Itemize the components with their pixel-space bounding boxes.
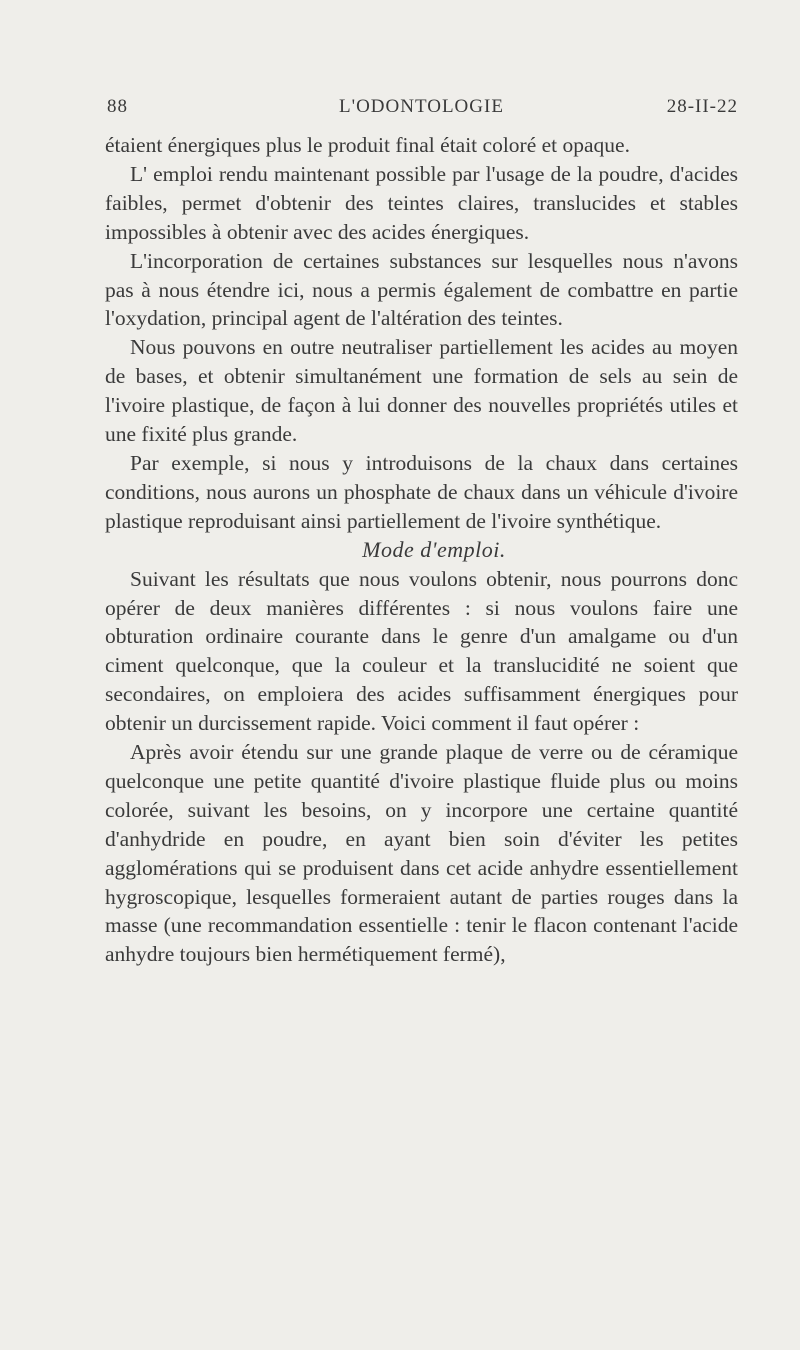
paragraph-4: Nous pouvons en outre neutraliser partiellement les acides au moyen de bases, et obtenir simultanément une formation de sels au sein de l'ivoire plastique, de façon à lui donner des nouvelles propriétés utiles et une fixité plus grande. — [105, 335, 738, 447]
running-header — [105, 96, 738, 124]
paragraph-1: étaient énergiques plus le produit final était coloré et opaque. — [105, 133, 630, 157]
paragraph-3: L'incorporation de certaines substances sur lesquelles nous n'avons pas à nous étendre ici, nous a permis également de combattre en partie l'oxydation, principal agent de l'altération des teintes. — [105, 248, 738, 331]
paragraph-7: Après avoir étendu sur une grande plaque de verre ou de céramique quelconque une petite quantité d'ivoire plastique fluide plus ou moins colorée, suivant les besoins, on y incorpore une certaine quantité d'anhydride en poudre, en ayant bien soin d'éviter les petites agglomérations qui se produisent dans cet acide anhydre essentiellement hygroscopique, lesquelles formeraient autant de parties rouges dans la masse (une recommandation essentielle : tenir le flacon contenant l'acide anhydre toujours bien hermétiquement fermé), — [105, 740, 738, 967]
paragraph-6: Suivant les résultats que nous voulons obtenir, nous pourrons donc opérer de deux manières différentes : si nous voulons faire une obturation ordinaire courante dans le genre d'un amalgame ou d'un ciment quelconque, que la couleur et la translucidité ne soient que secondaires, on emploiera des acides suffisamment énergiques pour obtenir un durcissement rapide. Voici comment il faut opérer : — [105, 566, 738, 736]
paragraph-5: Par exemple, si nous y introduisons de la chaux dans certaines conditions, nous aurons un phosphate de chaux dans un véhicule d'ivoire plastique reproduisant ainsi partiellement de l'ivoire synthétique. — [105, 450, 738, 533]
page-number: 88 — [107, 96, 128, 117]
running-title: L'ODONTOLOGIE — [339, 96, 504, 117]
paragraph-2: L' emploi rendu maintenant possible par l'usage de la poudre, d'acides faibles, permet d'obtenir des teintes claires, translucides et stables impossibles à obtenir avec des acides énergiques. — [105, 161, 738, 244]
body-text — [105, 131, 738, 969]
issue-date: 28-II-22 — [666, 96, 738, 117]
section-heading: Mode d'emploi. — [362, 536, 506, 562]
